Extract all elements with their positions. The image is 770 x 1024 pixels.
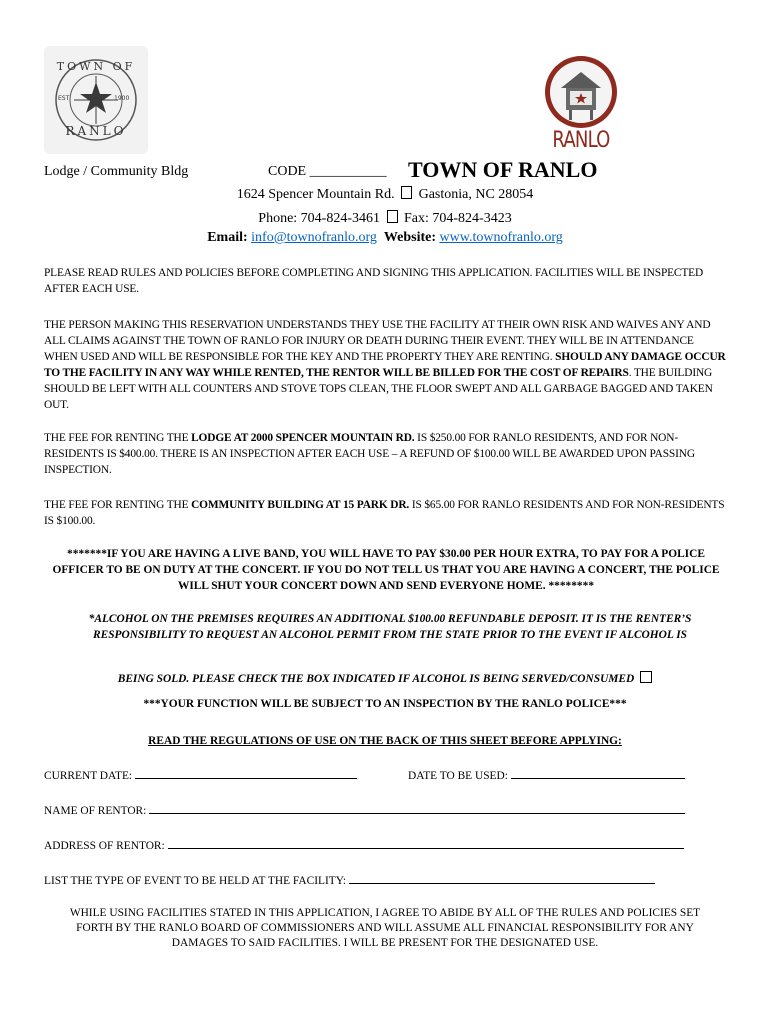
liability-paragraph bbox=[44, 317, 728, 413]
facility-label: Lodge / Community Bldg bbox=[44, 164, 189, 179]
website-label: Website bbox=[383, 230, 432, 245]
event-type-label: LIST THE TYPE OF EVENT TO BE HELD AT THE FACILITY: bbox=[44, 875, 347, 887]
community-building-name: COMMUNITY BUILDING AT 15 PARK DR. bbox=[191, 499, 410, 511]
alcohol-checkbox-label: BEING SOLD. PLEASE CHECK THE BOX INDICATED IF ALCOHOL IS BEING SERVED/CONSUMED bbox=[117, 673, 635, 685]
damage-warning: SHOULD ANY DAMAGE OCCUR TO THE FACILITY IN ANY WAY WHILE RENTED, THE RENTOR WILL BE BILLED FOR THE COST OF REPAIRS bbox=[44, 351, 726, 379]
read-regulations-notice: READ THE REGULATIONS OF USE ON THE BACK OF THIS SHEET BEFORE APPLYING: bbox=[148, 735, 622, 747]
alcohol-checkbox-line bbox=[0, 671, 770, 687]
date-used-label: DATE TO BE USED: bbox=[408, 770, 508, 782]
phone-line bbox=[0, 210, 770, 227]
agreement-statement: WHILE USING FACILITIES STATED IN THIS APPLICATION, I AGREE TO ABIDE BY ALL OF THE RULES AND POLICIES SET FORTH BY THE RANLO BOARD OF COMMISSIONERS AND WILL ASSUME ALL FINANCIAL RESPONSIBILITY FOR ANY DAMAGES TO SAID FACILITIES. I WILL BE PRESENT FOR THE DESIGNATED USE. bbox=[69, 907, 701, 949]
separator-box-icon bbox=[401, 186, 412, 199]
rentor-address-field[interactable] bbox=[168, 837, 684, 849]
separator-box-icon bbox=[387, 210, 398, 223]
community-fee-intro: THE FEE FOR RENTING THE bbox=[44, 499, 192, 511]
event-type-field[interactable] bbox=[349, 872, 655, 884]
date-used-field[interactable] bbox=[511, 767, 685, 779]
event-type-row bbox=[44, 872, 655, 887]
rentor-name-label: NAME OF RENTOR: bbox=[44, 805, 147, 817]
community-fee-details: IS $65.00 FOR RANLO RESIDENTS AND FOR NON-RESIDENTS IS $100.00. bbox=[44, 499, 725, 527]
rentor-address-label: ADDRESS OF RENTOR: bbox=[44, 840, 165, 852]
phone-number: Phone: 704-824-3461 bbox=[258, 211, 380, 226]
current-date-field[interactable] bbox=[135, 767, 357, 779]
seal-left-year: EST bbox=[58, 95, 70, 102]
date-used-row bbox=[408, 767, 685, 782]
lodge-fee-intro: THE FEE FOR RENTING THE bbox=[44, 432, 192, 444]
address-line bbox=[0, 186, 770, 203]
rentor-name-field[interactable] bbox=[149, 802, 685, 814]
cleanup-text: . THE BUILDING SHOULD BE LEFT WITH ALL COUNTERS AND STOVE TOPS CLEAN, THE FLOOR SWEPT AND ALL GARBAGE BAGGED AND TAKEN OUT. bbox=[44, 367, 713, 411]
town-title: TOWN OF RANLO bbox=[408, 157, 598, 182]
email-link[interactable]: info@townofranlo.org bbox=[251, 230, 377, 245]
website-link[interactable]: www.townofranlo.org bbox=[439, 230, 563, 245]
community-fee-paragraph bbox=[44, 497, 728, 529]
live-band-notice: *******IF YOU ARE HAVING A LIVE BAND, YOU WILL HAVE TO PAY $30.00 PER HOUR EXTRA, TO PAY FOR A POLICE OFFICER TO BE ON DUTY AT THE CONCERT. IF YOU DO NOT TELL US THAT YOU ARE HAVING A CONCERT, THE POLICE WILL SHUT YOUR CONCERT DOWN AND SEND EVERYONE HOME. ******** bbox=[52, 548, 720, 592]
address-street: 1624 Spencer Mountain Rd. bbox=[236, 187, 395, 202]
rentor-name-row bbox=[44, 802, 685, 817]
contact-line: Email: info@townofranlo.org Website: www.townofranlo.org bbox=[207, 230, 563, 245]
fax-number: Fax: 704-824-3423 bbox=[404, 211, 512, 226]
ranlo-logo-text: RANLO bbox=[552, 128, 610, 153]
lodge-fee-paragraph bbox=[44, 430, 728, 478]
lodge-fee-details: IS $250.00 FOR RANLO RESIDENTS, AND FOR NON-RESIDENTS IS $400.00. THERE IS AN INSPECTION AFTER EACH USE – A REFUND OF $100.00 WILL BE AWARDED UPON PASSING INSPECTION. bbox=[44, 432, 695, 476]
seal-right-year: 1900 bbox=[114, 95, 130, 102]
rentor-address-row bbox=[44, 837, 684, 852]
address-city: Gastonia, NC 28054 bbox=[418, 187, 534, 202]
liability-text: THE PERSON MAKING THIS RESERVATION UNDERSTANDS THEY USE THE FACILITY AT THEIR OWN RISK AND WAIVES ANY AND ALL CLAIMS AGAINST THE TOWN OF RANLO FOR INJURY OR DEATH DURING THEIR EVENT. THEY WILL BE IN ATTENDANCE WHEN USED AND WILL BE RESPONSIBLE FOR THE KEY AND THE PROPERTY THEY ARE RENTING. bbox=[44, 319, 711, 363]
town-seal-logo bbox=[44, 46, 148, 154]
alcohol-deposit-notice: *ALCOHOL ON THE PREMISES REQUIRES AN ADDITIONAL $100.00 REFUNDABLE DEPOSIT. IT IS THE RENTER’S RESPONSIBILITY TO REQUEST AN ALCOHOL PERMIT FROM THE STATE PRIOR TO THE EVENT IF ALCOHOL IS bbox=[88, 613, 692, 641]
seal-bottom-text: RANLO bbox=[65, 124, 127, 138]
current-date-row bbox=[44, 767, 357, 782]
ranlo-logo bbox=[536, 54, 626, 156]
seal-top-text: TOWN OF bbox=[56, 60, 136, 73]
code-label: CODE ___________ bbox=[268, 164, 387, 179]
email-label: Email bbox=[207, 230, 243, 245]
current-date-label: CURRENT DATE: bbox=[44, 770, 133, 782]
police-inspection-notice: ***YOUR FUNCTION WILL BE SUBJECT TO AN INSPECTION BY THE RANLO POLICE*** bbox=[143, 698, 627, 710]
lodge-name: LODGE AT 2000 SPENCER MOUNTAIN RD. bbox=[191, 432, 415, 444]
alcohol-served-checkbox[interactable] bbox=[640, 671, 652, 683]
intro-paragraph: PLEASE READ RULES AND POLICIES BEFORE COMPLETING AND SIGNING THIS APPLICATION. FACILITIES WILL BE INSPECTED AFTER EACH USE. bbox=[44, 267, 704, 295]
